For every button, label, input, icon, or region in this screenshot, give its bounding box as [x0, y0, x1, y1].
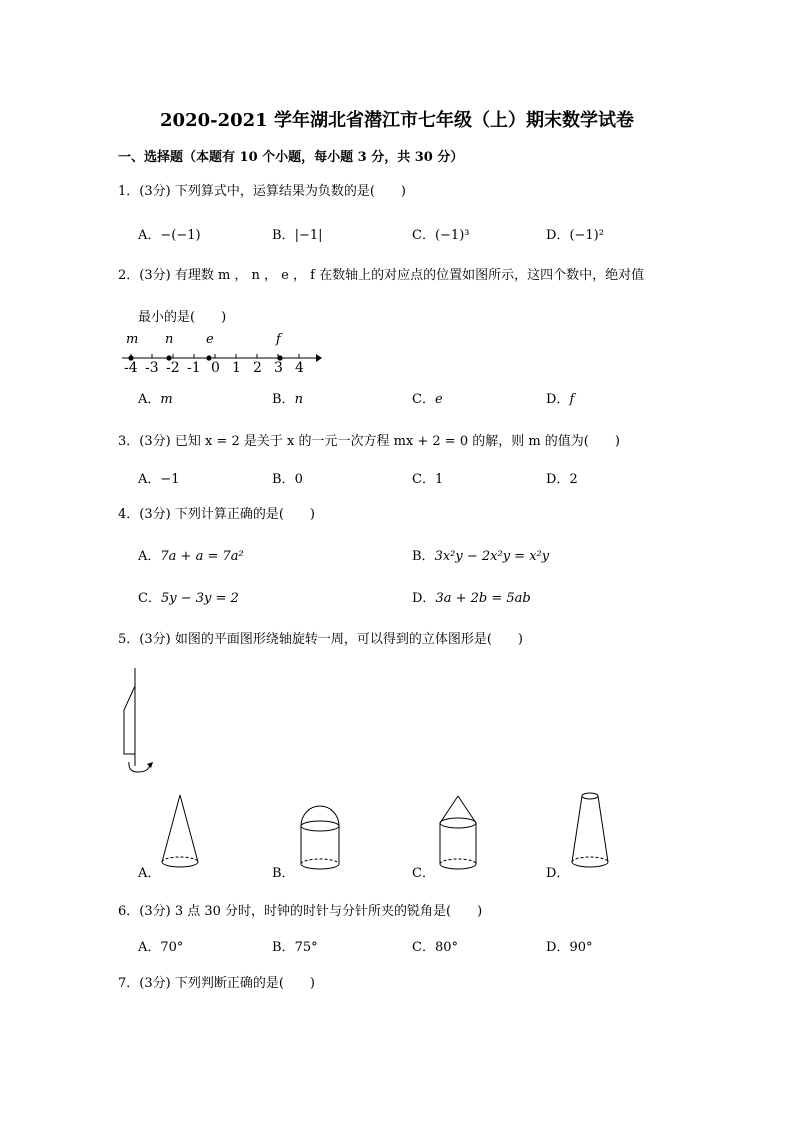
q5-option-c: C．	[412, 866, 435, 881]
q1-option-a: A．−(−1)	[138, 228, 201, 243]
rotation-figure	[110, 666, 160, 778]
q4-option-c: C．5y − 3y = 2	[138, 591, 239, 606]
axis-tick: 0	[211, 360, 220, 376]
q6-option-b: B．75°	[272, 940, 318, 955]
q6-option-d: D．90°	[546, 940, 593, 955]
hemisphere-cylinder-solid	[296, 802, 344, 874]
question-5-stem: 5．(3分) 如图的平面图形绕轴旋转一周，可以得到的立体图形是( )	[118, 632, 523, 647]
question-7-stem: 7．(3分) 下列判断正确的是( )	[118, 976, 315, 991]
q5-option-a: A．	[138, 866, 161, 881]
q1-option-b: B．|−1|	[272, 228, 323, 243]
axis-letter-m: m	[126, 332, 139, 347]
q4-option-b: B．3x²y − 2x²y = x²y	[412, 549, 550, 564]
q5-option-b: B．	[272, 866, 295, 881]
axis-tick: 2	[253, 360, 262, 376]
axis-letter-e: e	[206, 332, 214, 347]
question-3-stem: 3．(3分) 已知 x = 2 是关于 x 的一元一次方程 mx + 2 = 0 的解，则 m 的值为( )	[118, 434, 620, 449]
q3-option-d: D．2	[546, 472, 578, 487]
q6-option-a: A．70°	[138, 940, 184, 955]
cone-cylinder-solid	[434, 794, 484, 874]
axis-tick: 3	[274, 360, 283, 376]
q2-option-a: A．m	[138, 392, 173, 407]
question-4-stem: 4．(3分) 下列计算正确的是( )	[118, 507, 315, 522]
q3-option-c: C．1	[412, 472, 444, 487]
question-2-stem-line2: 最小的是( )	[138, 310, 227, 325]
frustum-solid	[568, 790, 614, 874]
page-title: 2020-2021 学年湖北省潜江市七年级（上）期末数学试卷	[160, 110, 634, 131]
q4-option-d: D．3a + 2b = 5ab	[412, 591, 531, 606]
q3-option-a: A．−1	[138, 472, 180, 487]
section-heading: 一、选择题（本题有 10 个小题，每小题 3 分，共 30 分）	[118, 150, 464, 165]
axis-letter-n: n	[165, 332, 174, 347]
axis-tick: -3	[145, 360, 159, 376]
axis-letter-f: f	[276, 332, 281, 347]
q6-option-c: C．80°	[412, 940, 458, 955]
question-6-stem: 6．(3分) 3 点 30 分时，时钟的时针与分针所夹的锐角是( )	[118, 904, 483, 919]
q2-option-d: D．f	[546, 392, 575, 407]
question-1-stem: 1．(3分) 下列算式中，运算结果为负数的是( )	[118, 184, 406, 199]
cone-solid	[158, 792, 206, 874]
axis-tick: 1	[232, 360, 241, 376]
q5-option-d: D．	[546, 866, 570, 881]
axis-tick: -1	[187, 360, 201, 376]
q1-option-c: C．(−1)³	[412, 228, 470, 243]
axis-tick: 4	[295, 360, 304, 376]
q2-option-c: C．e	[412, 392, 443, 407]
q1-option-d: D．(−1)²	[546, 228, 604, 243]
question-2-stem: 2．(3分) 有理数 m ， n ， e ， f 在数轴上的对应点的位置如图所示，这四个数中，绝对值	[118, 268, 645, 283]
q4-option-a: A．7a + a = 7a²	[138, 549, 244, 564]
number-line-figure	[118, 330, 328, 380]
q3-option-b: B．0	[272, 472, 303, 487]
axis-tick: -2	[166, 360, 180, 376]
axis-tick: -4	[124, 360, 138, 376]
q2-option-b: B．n	[272, 392, 303, 407]
